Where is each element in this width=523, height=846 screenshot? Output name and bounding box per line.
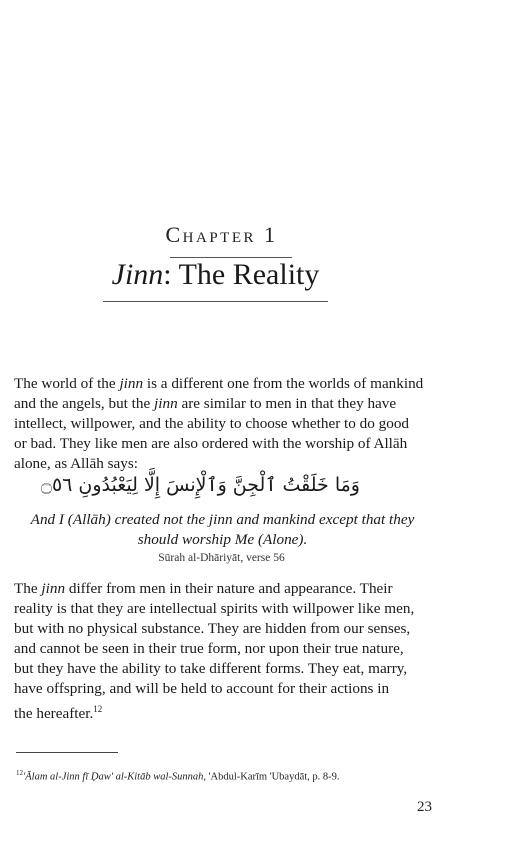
- chapter-label: Chapter 1: [165, 222, 278, 247]
- paragraph-line: The world of the jinn is a different one from the worlds of mankind: [14, 375, 424, 392]
- chapter-rule-long: [103, 301, 328, 302]
- paragraph-line: reality is that they are intellectual spirits with willpower like men,: [14, 600, 415, 617]
- quran-translation: [14, 510, 431, 550]
- paragraph-line: alone, as Allāh says:: [14, 455, 139, 472]
- translation-line-2: should worship Me (Alone).: [137, 531, 308, 548]
- chapter-title-rest: : The Reality: [163, 258, 320, 291]
- paragraph-line: the hereafter.$^{12}$: [14, 704, 103, 723]
- footnote: [16, 766, 431, 785]
- footnote-rule: [16, 752, 118, 753]
- paragraph-line: but with no physical substance. They are hidden from our senses,: [14, 620, 411, 637]
- paragraph-nature: [14, 579, 431, 724]
- paragraph-line: and cannot be seen in their true form, nor upon their true nature,: [14, 640, 404, 657]
- chapter-title: [0, 258, 431, 292]
- footnote-source-rest: 'Abdul-Karīm 'Ubaydāt, p. 8-9.: [206, 771, 340, 783]
- paragraph-line: The jinn differ from men in their nature and appearance. Their: [14, 580, 393, 597]
- chapter-title-italic: Jinn: [111, 258, 164, 291]
- verse-citation: Sūrah al-Dhāriyāt, verse 56: [158, 552, 285, 564]
- paragraph-line: have offspring, and will be held to account for their actions in: [14, 680, 390, 697]
- paragraph-intro: [14, 374, 431, 474]
- footnote-reference[interactable]: 12: [93, 704, 103, 714]
- translation-line-1: And I (Allāh) created not the jinn and mankind except that they: [30, 511, 415, 528]
- paragraph-line: and the angels, but the jinn are similar to men in that they have: [14, 395, 397, 412]
- paragraph-line: intellect, willpower, and the ability to choose whether to do good: [14, 415, 410, 432]
- footnote-number: 12: [16, 769, 23, 777]
- quran-arabic-verse: وَمَا خَلَقْتُ ٱلْجِنَّ وَٱلْإِنسَ إِلَّا لِيَعْبُدُونِ ۝٥٦: [40, 474, 360, 496]
- paragraph-line: but they have the ability to take different forms. They eat, marry,: [14, 660, 408, 677]
- paragraph-line: or bad. They like men are also ordered with the worship of Allāh: [14, 435, 408, 452]
- footnote-source-title: 'Ālam al-Jinn fī Ḍaw' al-Kitāb wal-Sunnah,: [23, 771, 206, 783]
- page-number: 23: [417, 799, 432, 815]
